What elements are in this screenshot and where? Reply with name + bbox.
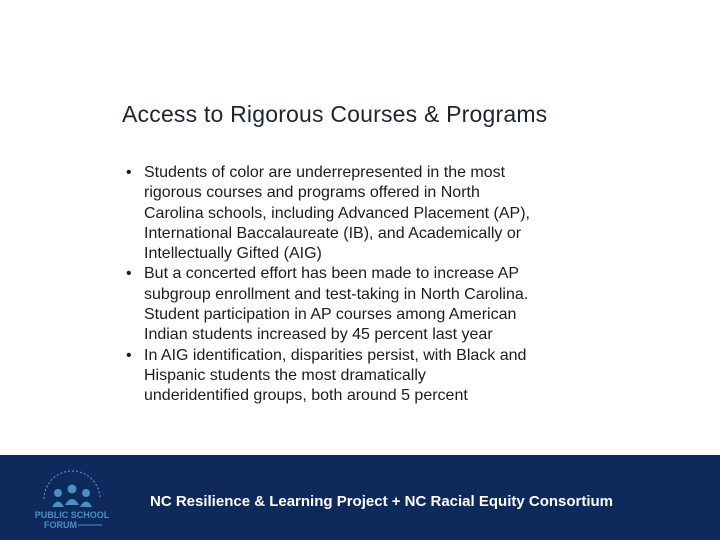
footer-bar — [0, 455, 720, 540]
bullet-line: Students of color are underrepresented in the most — [144, 164, 506, 181]
bullet-item — [126, 346, 612, 407]
bullet-list — [126, 163, 612, 407]
slide-title: Access to Rigorous Courses & Programs — [122, 101, 548, 127]
bullet-line: subgroup enrollment and test-taking in North Carolina. — [144, 285, 529, 303]
bullet-line: Intellectually Gifted (AIG) — [144, 245, 322, 263]
public-school-forum-logo-icon — [32, 465, 112, 533]
bullet-item — [126, 264, 612, 345]
bullet-line: International Baccalaureate (IB), and Academically or — [144, 224, 522, 242]
footer-caption: NC Resilience & Learning Project + NC Racial Equity Consortium — [150, 493, 614, 510]
bullet-line: Carolina schools, including Advanced Placement (AP), — [144, 204, 530, 222]
bullet-line: rigorous courses and programs offered in North — [144, 184, 480, 202]
bullet-item — [126, 163, 612, 264]
bullet-line: Indian students increased by 45 percent last year — [144, 326, 493, 344]
bullet-line: In AIG identification, disparities persist, with Black and — [144, 346, 527, 364]
bullet-dot: • — [126, 265, 132, 283]
bullet-line: But a concerted effort has been made to increase AP — [144, 265, 520, 283]
bullet-line: Hispanic students the most dramatically — [144, 366, 426, 384]
logo-line1: PUBLIC SCHOOL — [34, 510, 110, 520]
bullet-line: Student participation in AP courses among American — [144, 306, 517, 324]
bullet-dot: • — [126, 164, 132, 181]
logo-line2: FORUM — [44, 520, 77, 530]
bullet-line: underidentified groups, both around 5 percent — [144, 387, 468, 405]
bullet-dot: • — [126, 346, 132, 364]
